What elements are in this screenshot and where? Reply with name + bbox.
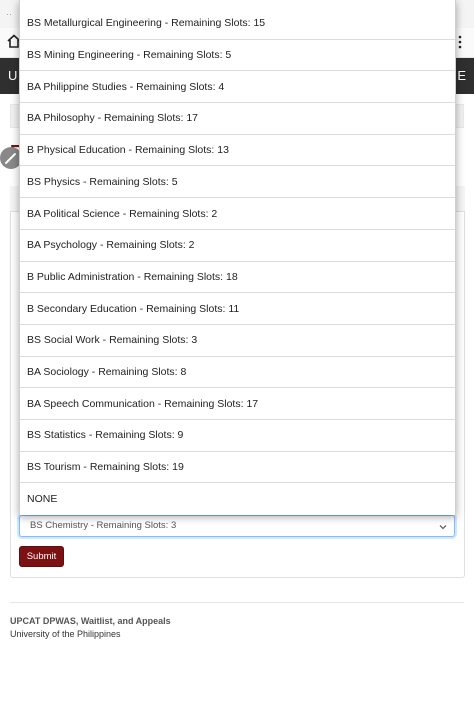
dropdown-option[interactable]: BS Metallurgical Engineering - Remaining Slots: 15 bbox=[20, 8, 455, 40]
dropdown-option[interactable]: BA Philosophy - Remaining Slots: 17 bbox=[20, 103, 455, 135]
dropdown-option[interactable]: BA Philippine Studies - Remaining Slots: 4 bbox=[20, 71, 455, 103]
program-select[interactable] bbox=[19, 515, 455, 537]
dropdown-option[interactable]: BS Mining Engineering - Remaining Slots: 5 bbox=[20, 40, 455, 72]
footer-divider bbox=[10, 602, 464, 603]
dropdown-option[interactable]: BS Statistics - Remaining Slots: 9 bbox=[20, 420, 455, 452]
dropdown-option[interactable]: BA Speech Communication - Remaining Slots: 17 bbox=[20, 388, 455, 420]
pencil-icon bbox=[3, 150, 19, 166]
program-select-value: BS Chemistry - Remaining Slots: 3 bbox=[30, 520, 177, 531]
dropdown-option[interactable]: BS Physics - Remaining Slots: 5 bbox=[20, 167, 455, 199]
site-header-right: E bbox=[457, 68, 466, 83]
more-vertical-icon[interactable] bbox=[457, 34, 463, 50]
dropdown-option[interactable]: BA Psychology - Remaining Slots: 2 bbox=[20, 230, 455, 262]
dropdown-option-none[interactable]: NONE bbox=[27, 493, 58, 506]
dropdown-option[interactable]: B Physical Education - Remaining Slots: 13 bbox=[20, 135, 455, 167]
dropdown-option[interactable]: BA Sociology - Remaining Slots: 8 bbox=[20, 357, 455, 389]
footer-subtitle: University of the Philippines bbox=[10, 629, 121, 639]
program-dropdown-list[interactable] bbox=[19, 0, 456, 515]
dropdown-option[interactable]: BA Political Science - Remaining Slots: 2 bbox=[20, 198, 455, 230]
dropdown-option[interactable]: B Public Administration - Remaining Slots: 18 bbox=[20, 262, 455, 294]
status-dots: ·· bbox=[6, 9, 12, 19]
site-header-left: U bbox=[8, 68, 18, 83]
chevron-down-icon bbox=[438, 522, 448, 532]
dropdown-option[interactable]: BS Social Work - Remaining Slots: 3 bbox=[20, 325, 455, 357]
dropdown-option[interactable]: B Secondary Education - Remaining Slots: 11 bbox=[20, 293, 455, 325]
submit-button[interactable]: Submit bbox=[19, 546, 64, 567]
footer-title: UPCAT DPWAS, Waitlist, and Appeals bbox=[10, 616, 171, 626]
dropdown-option[interactable]: BS Tourism - Remaining Slots: 19 bbox=[20, 452, 455, 484]
